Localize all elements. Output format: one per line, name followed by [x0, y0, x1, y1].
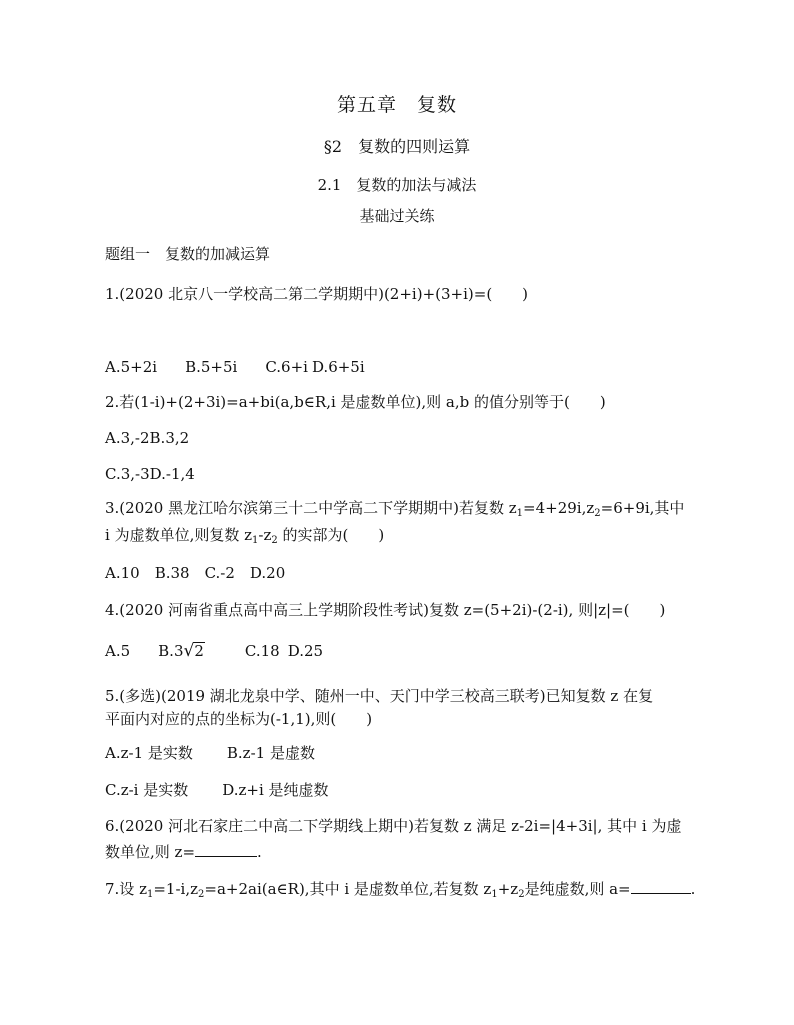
q7-text: 是纯虚数,则 a= — [524, 880, 631, 898]
q1-option-d: D.6+5i — [311, 358, 365, 376]
group-title: 题组一 复数的加减运算 — [105, 245, 271, 263]
question-5-line-1: 5.(多选)(2019 湖北龙泉中学、随州一中、天门中学三校高三联考)已知复数 z 在复 — [105, 687, 654, 705]
q3-subscript: 1 — [252, 535, 259, 546]
practice-title: 基础过关练 — [359, 207, 435, 225]
q4-option-c: C.18 — [244, 642, 280, 660]
q7-text: =a+2ai(a∈R),其中 i 是虚数单位,若复数 z — [204, 880, 492, 898]
q5-options-cd — [105, 780, 329, 800]
q3-text: -z — [258, 526, 272, 544]
question-4-stem: 4.(2020 河南省重点高中高三上学期阶段性考试)复数 z=(5+2i)-(2-i), 则|z|=( ) — [105, 601, 666, 619]
q4-option-b-radicand: 2 — [194, 642, 204, 660]
q6-text: . — [257, 843, 262, 861]
q1-option-c: C.6+i — [265, 358, 308, 376]
q3-options: A.10 B.38 C.-2 D.20 — [105, 564, 286, 582]
q5-option-d: D.z+i 是纯虚数 — [222, 781, 329, 799]
q5-option-a: A.z-1 是实数 — [105, 744, 193, 762]
question-2-stem: 2.若(1-i)+(2+3i)=a+bi(a,b∈R,i 是虚数单位),则 a,b 的值分别等于( ) — [105, 393, 606, 411]
q7-text: +z — [497, 880, 519, 898]
q2-options-cd: C.3,-3D.-1,4 — [105, 465, 195, 483]
question-5-line-2: 平面内对应的点的坐标为(-1,1),则( ) — [105, 710, 373, 728]
q3-text: i 为虚数单位,则复数 z — [105, 526, 253, 544]
q7-subscript: 1 — [491, 889, 498, 900]
question-6-line-2 — [105, 842, 262, 862]
q5-options-ab — [105, 743, 315, 763]
q4-option-b — [158, 642, 205, 660]
q7-subscript: 2 — [198, 889, 205, 900]
question-1-stem: 1.(2020 北京八一学校高二第二学期期中)(2+i)+(3+i)=( ) — [105, 285, 529, 303]
q3-subscript: 2 — [594, 508, 601, 519]
q2-options-ab: A.3,-2B.3,2 — [105, 429, 190, 447]
q5-option-c: C.z-i 是实数 — [105, 781, 189, 799]
question-7-stem — [105, 879, 695, 899]
q7-subscript: 2 — [518, 889, 525, 900]
answer-blank[interactable] — [631, 879, 691, 894]
q1-option-b: B.5+5i — [185, 358, 238, 376]
answer-blank[interactable] — [195, 842, 257, 857]
q4-option-d: D.25 — [287, 642, 324, 660]
q4-option-a: A.5 — [105, 642, 131, 660]
q7-subscript: 1 — [146, 889, 154, 900]
question-4-options — [105, 641, 323, 661]
q3-subscript: 2 — [271, 535, 278, 546]
q6-text: 数单位,则 z= — [105, 843, 196, 861]
q7-text: 7.设 z — [105, 880, 147, 898]
q1-option-a: A.5+2i — [105, 358, 158, 376]
q4-option-b-prefix: B.3 — [158, 642, 184, 660]
section-title: §2 复数的四则运算 — [323, 137, 471, 156]
question-3-line-1 — [105, 498, 684, 518]
q3-text: 的实部为( ) — [277, 526, 385, 544]
chapter-title: 第五章 复数 — [336, 94, 457, 116]
question-6-line-1: 6.(2020 河北石家庄二中高二下学期线上期中)若复数 z 满足 z-2i=|4+3i|, 其中 i 为虚 — [105, 817, 682, 835]
sqrt-sign-icon: √ — [183, 641, 195, 661]
q7-text: . — [690, 880, 696, 898]
q5-option-b: B.z-1 是虚数 — [226, 744, 315, 762]
q3-text: =4+29i,z — [523, 499, 595, 517]
q3-text: =6+9i,其中 — [600, 499, 685, 517]
q3-subscript: 1 — [516, 508, 524, 519]
question-1-options — [105, 357, 365, 377]
question-3-line-2 — [105, 525, 384, 545]
q3-text: 3.(2020 黑龙江哈尔滨第三十二中学高二下学期期中)若复数 z — [105, 499, 517, 517]
subsection-title: 2.1 复数的加法与减法 — [317, 176, 477, 194]
q7-text: =1-i,z — [153, 880, 199, 898]
